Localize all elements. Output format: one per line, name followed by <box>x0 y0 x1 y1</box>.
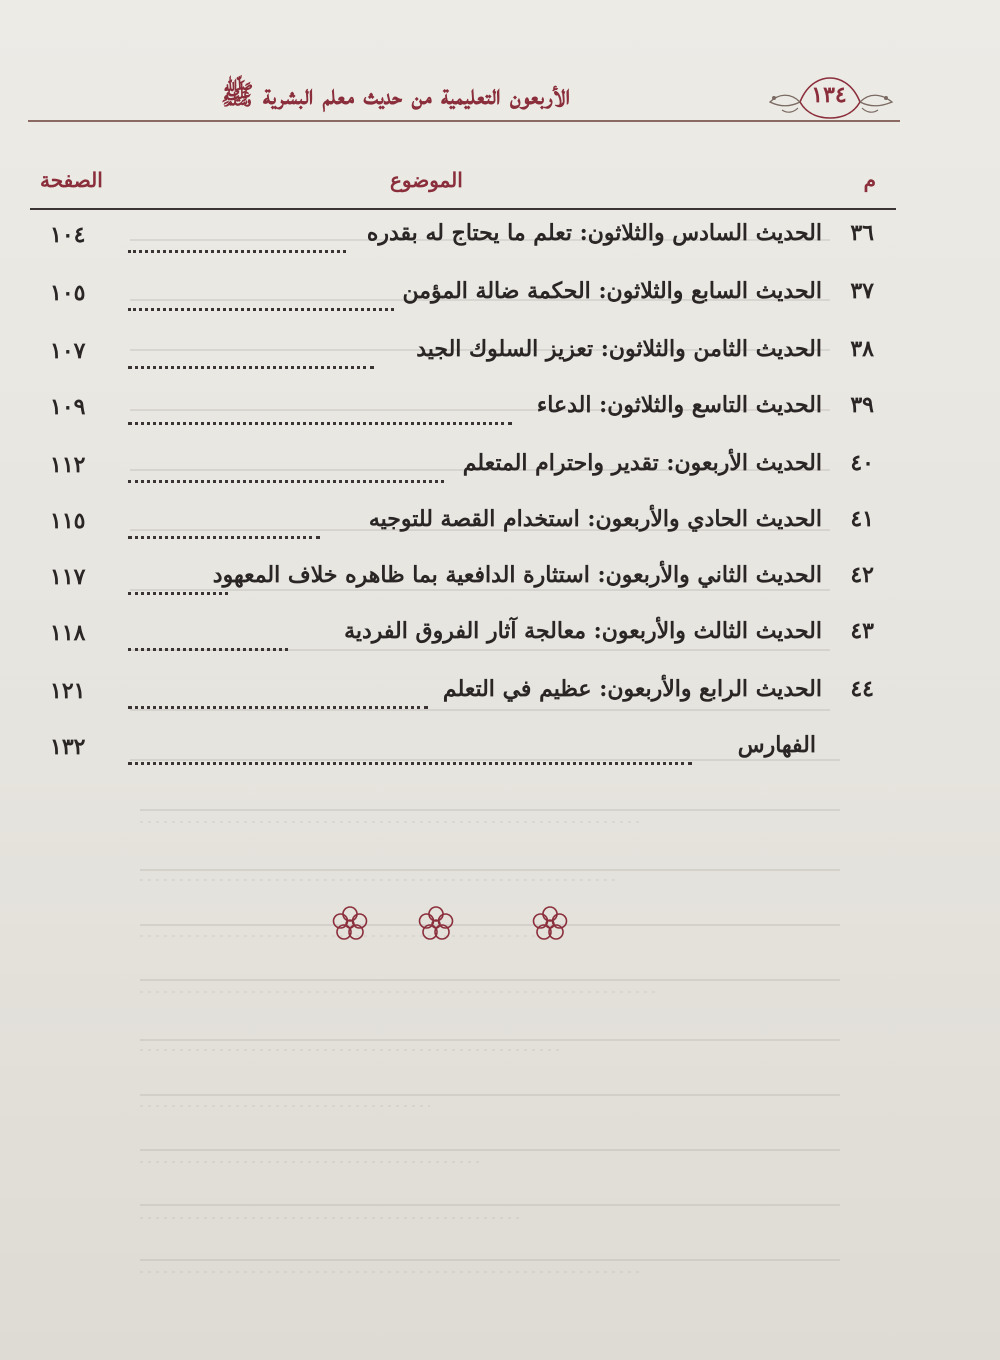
toc-entry-indexes <box>30 732 896 772</box>
page-number: ١٣٤ <box>811 82 847 108</box>
leader-dots <box>128 506 320 539</box>
leader-dots <box>128 450 444 483</box>
toc-entry <box>30 618 896 658</box>
entry-page: ١٠٤ <box>50 222 86 248</box>
entry-page: ١١٥ <box>50 508 86 534</box>
leader-dots <box>128 676 428 709</box>
entry-title: الحديث الأربعون: تقدير واحترام المتعلم <box>462 450 822 476</box>
entry-number: ٣٦ <box>850 220 874 246</box>
toc-entry <box>30 562 896 602</box>
toc-entry <box>30 676 896 716</box>
entry-number: ٤٣ <box>850 618 874 644</box>
leader-dots <box>128 220 346 253</box>
entry-page: ١١٢ <box>50 452 86 478</box>
leader-dots <box>128 562 228 595</box>
entry-number: ٣٩ <box>850 392 874 418</box>
toc-entry <box>30 336 896 376</box>
entry-title: الحديث السادس والثلاثون: تعلم ما يحتاج له بقدره <box>366 220 822 246</box>
toc-entry <box>30 220 896 260</box>
flower-ornament-icon <box>530 904 570 944</box>
book-title: الأربعون التعليمية من حديث معلم البشرية ﷺ <box>220 80 570 111</box>
leader-dots <box>128 336 374 369</box>
toc-entry <box>30 392 896 432</box>
toc-entry <box>30 450 896 490</box>
entry-page: ١٠٩ <box>50 394 86 420</box>
entry-page: ١٢١ <box>50 678 86 704</box>
entry-title: الفهارس <box>737 732 816 758</box>
toc-entry <box>30 506 896 546</box>
entry-title: الحديث السابع والثلاثون: الحكمة ضالة المؤمن <box>402 278 822 304</box>
page-number-ornament <box>760 72 900 124</box>
entry-title: الحديث الثالث والأربعون: معالجة آثار الفروق الفردية <box>344 618 822 644</box>
table-header-rule <box>30 208 896 210</box>
entry-title: الحديث الثاني والأربعون: استثارة الدافعية بما ظاهره خلاف المعهود <box>212 562 822 588</box>
entry-number: ٤٢ <box>850 562 874 588</box>
leader-dots <box>128 278 394 311</box>
entry-number: ٣٨ <box>850 336 874 362</box>
entry-title: الحديث التاسع والثلاثون: الدعاء <box>536 392 822 418</box>
entry-number: ٤٠ <box>850 450 874 476</box>
entry-number: ٣٧ <box>850 278 874 304</box>
leader-dots <box>128 732 692 765</box>
column-topic: الموضوع <box>390 168 463 192</box>
header-rule <box>28 120 900 122</box>
column-number: م <box>863 168 876 192</box>
table-header <box>30 168 890 198</box>
entry-page: ١٠٥ <box>50 280 86 306</box>
flower-ornament-icon <box>330 904 370 944</box>
leader-dots <box>128 392 512 425</box>
entry-title: الحديث الثامن والثلاثون: تعزيز السلوك الجيد <box>416 336 822 362</box>
leader-dots <box>128 618 288 651</box>
closing-ornaments <box>330 904 590 948</box>
entry-page: ١١٨ <box>50 620 86 646</box>
flower-ornament-icon <box>416 904 456 944</box>
entry-number: ٤٤ <box>850 676 874 702</box>
entry-number: ٤١ <box>850 506 874 532</box>
running-header <box>28 72 900 132</box>
entry-title: الحديث الحادي والأربعون: استخدام القصة للتوجيه <box>368 506 822 532</box>
toc-entry <box>30 278 896 318</box>
entry-page: ١٣٢ <box>50 734 86 760</box>
entry-title: الحديث الرابع والأربعون: عظيم في التعلم <box>442 676 822 702</box>
entry-page: ١١٧ <box>50 564 86 590</box>
entry-page: ١٠٧ <box>50 338 86 364</box>
column-page: الصفحة <box>40 168 103 192</box>
